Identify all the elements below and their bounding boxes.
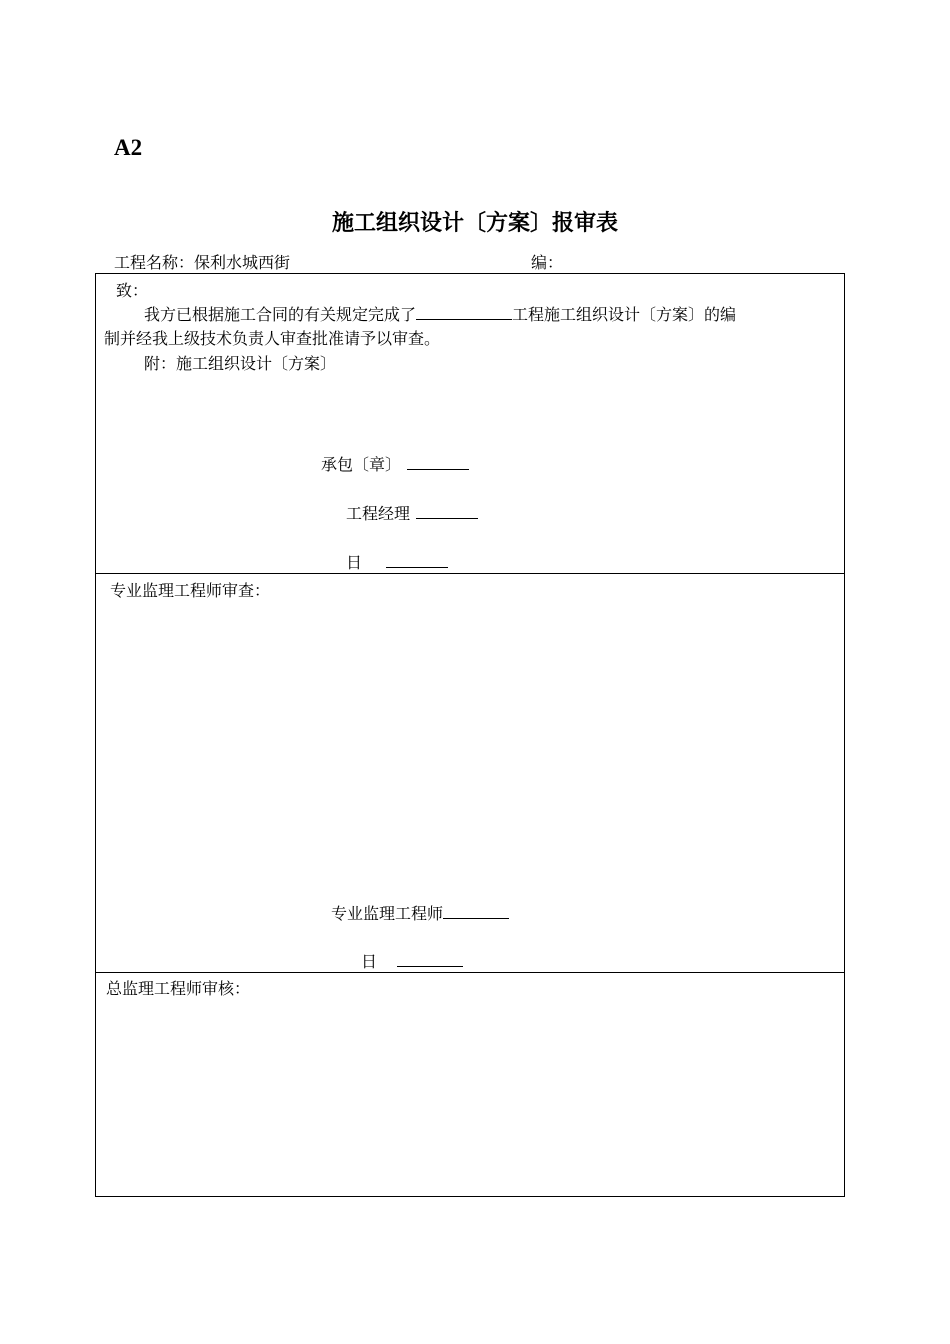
submission-text-line-1 xyxy=(144,302,736,325)
project-name-value: 保利水城西街 xyxy=(194,253,291,272)
chief-approval-title: 总监理工程师审核： xyxy=(106,979,251,998)
project-blank-line xyxy=(416,303,512,320)
contractor-submission-section xyxy=(96,274,844,574)
submission-text-part-2: 工程施工组织设计〔方案〕的编 xyxy=(512,305,737,324)
to-label: 致： xyxy=(116,281,149,300)
chief-approval-section xyxy=(96,973,844,1197)
date-label: 日 xyxy=(346,553,363,572)
submission-date-field xyxy=(346,550,448,573)
contractor-seal-label: 承包〔章〕 xyxy=(321,455,402,474)
date-blank xyxy=(386,551,448,568)
number-line xyxy=(531,250,563,273)
contractor-seal-field xyxy=(321,452,469,475)
document-title: 施工组织设计〔方案〕报审表 xyxy=(331,210,618,236)
date-blank xyxy=(397,950,463,967)
specialist-review-title: 专业监理工程师审查： xyxy=(110,581,271,600)
specialist-signature-blank xyxy=(443,902,509,919)
submission-text-line-2: 制并经我上级技术负责人审查批准请予以审查。 xyxy=(104,329,441,348)
review-date-field xyxy=(361,949,463,972)
project-manager-field xyxy=(346,501,478,524)
contractor-seal-blank xyxy=(407,453,469,470)
submission-text-part-1: 我方已根据施工合同的有关规定完成了 xyxy=(144,305,417,324)
project-manager-blank xyxy=(416,502,478,519)
specialist-signature-field xyxy=(331,901,509,924)
specialist-review-section xyxy=(96,574,844,973)
attachment-note: 附：施工组织设计〔方案〕 xyxy=(144,354,337,373)
form-code: A2 xyxy=(114,135,143,160)
project-name-line xyxy=(114,250,290,273)
project-name-label: 工程名称： xyxy=(114,253,195,272)
date-label: 日 xyxy=(361,952,378,971)
review-form-table xyxy=(95,273,845,1197)
specialist-signature-label: 专业监理工程师 xyxy=(331,904,444,923)
number-label: 编： xyxy=(531,253,564,272)
project-manager-label: 工程经理 xyxy=(346,504,411,523)
